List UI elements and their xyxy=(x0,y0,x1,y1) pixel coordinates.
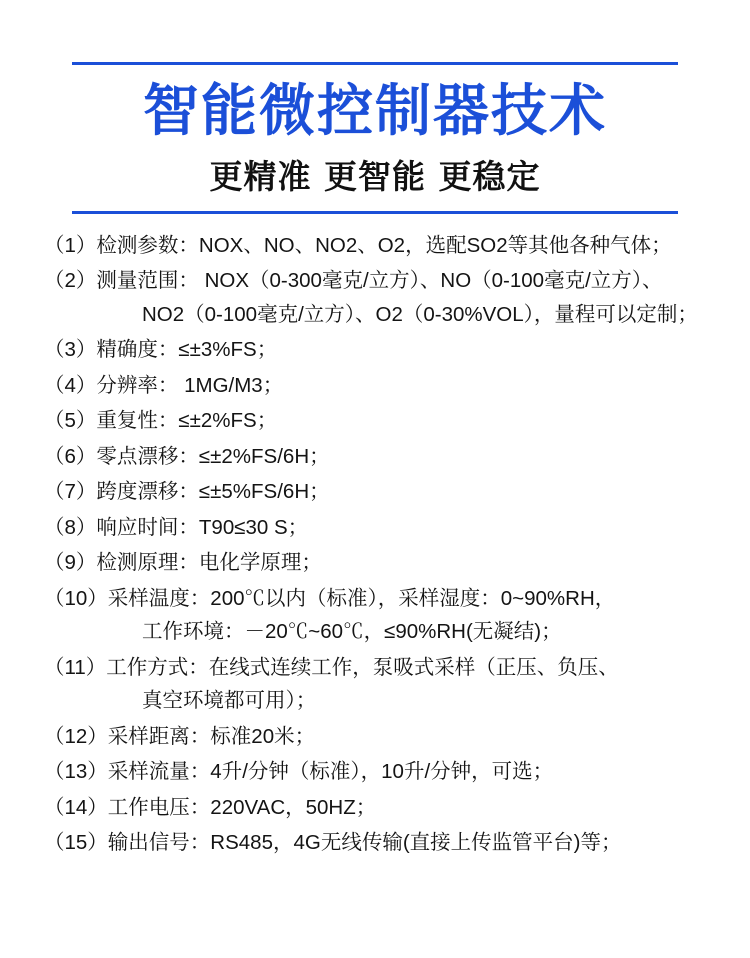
spec-item-8 xyxy=(44,515,724,539)
spec-line: （15）输出信号：RS485，4G无线传输(直接上传监管平台)等； xyxy=(44,831,622,855)
spec-line: （2）测量范围： NOX（0-300毫克/立方）、NO（0-100毫克/立方）、 xyxy=(44,269,663,293)
spec-line: （4）分辨率： 1MG/M3； xyxy=(44,373,284,397)
spec-item-2 xyxy=(44,271,724,325)
spec-item-13 xyxy=(44,762,724,783)
spec-item-15 xyxy=(44,833,724,854)
spec-item-12 xyxy=(44,724,724,748)
spec-item-11 xyxy=(44,655,724,713)
spec-item-7 xyxy=(44,482,724,503)
header-banner xyxy=(72,62,678,214)
spec-line-continuation: 真空环境都可用）； xyxy=(142,689,317,713)
spec-line-continuation: 工作环境：－20℃~60℃，≤90%RH(无凝结)； xyxy=(142,620,562,644)
spec-line: （6）零点漂移：≤±2%FS/6H； xyxy=(44,444,330,468)
spec-line: （10）采样温度：200℃以内（标准），采样湿度：0~90%RH， xyxy=(44,586,616,610)
page-title: 智能微控制器技术 xyxy=(143,79,607,144)
spec-line-continuation: NO2（0-100毫克/立方）、O2（0-30%VOL），量程可以定制； xyxy=(142,302,698,326)
spec-item-1 xyxy=(44,233,724,257)
spec-line: （3）精确度：≤±3%FS； xyxy=(44,338,278,362)
spec-line: （9）检测原理：电化学原理； xyxy=(44,551,322,575)
spec-line: （14）工作电压：220VAC，50HZ； xyxy=(44,795,377,819)
spec-line: （1）检测参数：NOX、NO、NO2、O2，选配SO2等其他各种气体； xyxy=(44,233,672,257)
spec-line: （12）采样距离：标准20米； xyxy=(44,724,316,748)
spec-line: （5）重复性：≤±2%FS； xyxy=(44,409,278,433)
spec-item-10 xyxy=(44,586,724,644)
spec-item-6 xyxy=(44,444,724,468)
product-spec-page xyxy=(0,62,750,958)
page-subtitle: 更精准 更智能 更稳定 xyxy=(209,157,541,197)
spec-item-4 xyxy=(44,373,724,397)
spec-line: （13）采样流量：4升/分钟（标准），10升/分钟，可选； xyxy=(44,760,554,784)
spec-list xyxy=(0,233,750,855)
spec-line: （11）工作方式：在线式连续工作，泵吸式采样（正压、负压、 xyxy=(44,655,619,679)
spec-item-14 xyxy=(44,795,724,819)
spec-item-3 xyxy=(44,340,724,361)
spec-line: （7）跨度漂移：≤±5%FS/6H； xyxy=(44,480,330,504)
spec-item-5 xyxy=(44,411,724,432)
spec-item-9 xyxy=(44,553,724,574)
spec-line: （8）响应时间：T90≤30 S； xyxy=(44,515,309,539)
